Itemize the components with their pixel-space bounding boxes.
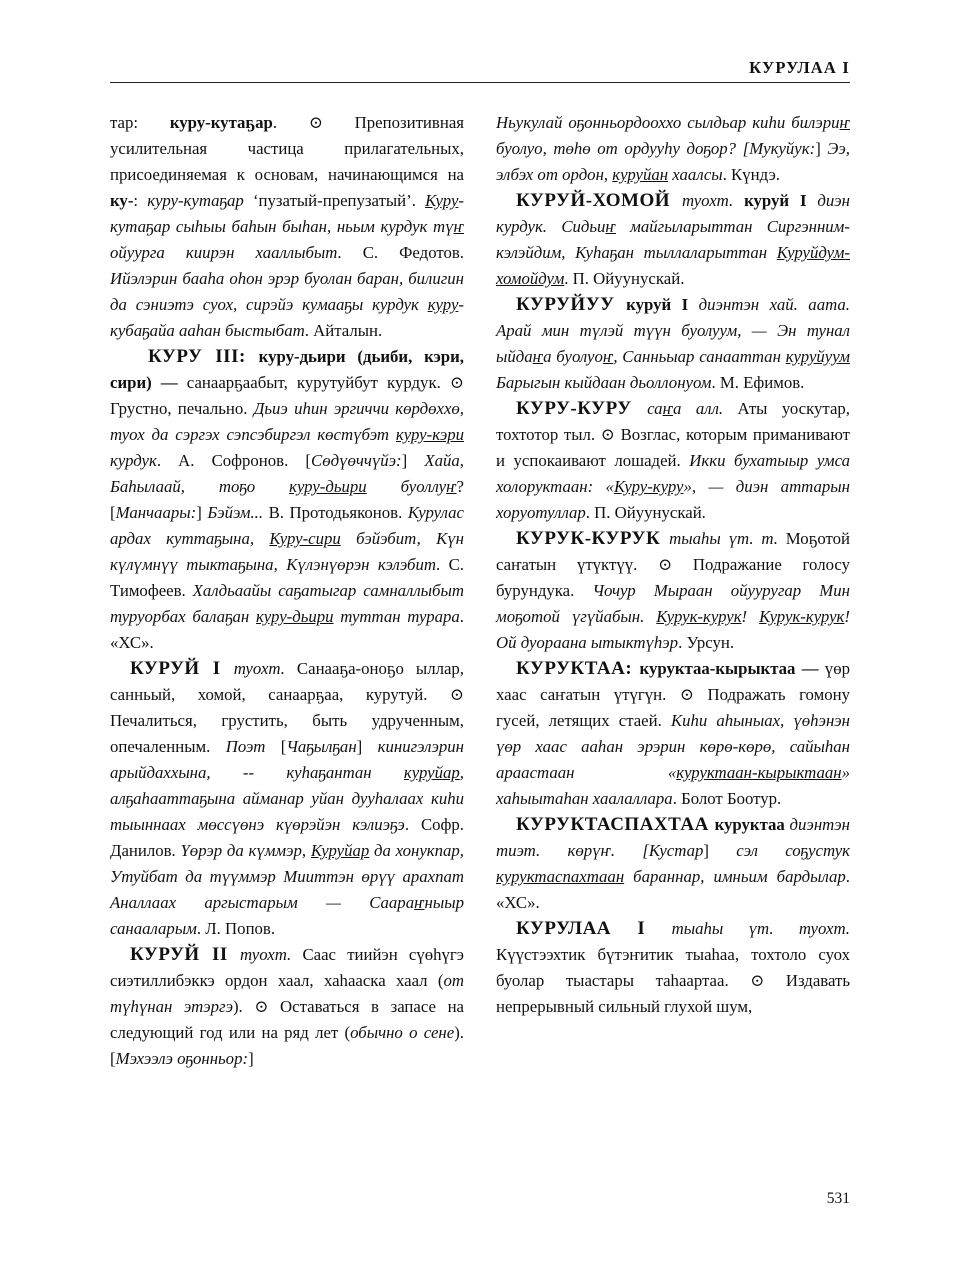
entry-kuruy-1: КУРУЙ I туохт. Санааҕа-оноҕо ыллар, санньый, хомой, санаарҕаа, курутуй. ⊙ Печалиться, грустить, быть удрученным, опечаленным. Поэт [Чаҕылҕан] кинигэлэрин арыйдаххына, -- куһаҕантан куруйар, алҕаһааттаҕына айманар уйан дууһалаах киһи тыыннаах мөссүөнэ күөрэйэн кэлиэҕэ. Софр. Данилов. Үөрэр да күммэр, Куруйар да хонукпар, Утуйбат да түүммэр Мииттэн өрүү арахпат Аналлаах аргыстарым — Саараҥныыр санааларым. Л. Попов.	[110, 658, 465, 938]
entry-continuation-right: Ньукулай оҕонньордооххо сылдьар киһи билэриҥ буолуо, төһө от ордууһу доҕор? [Мукуйук:] Ээ, элбэх от ордон, куруйан хаалсы. Күндэ.	[496, 113, 850, 184]
entry-kurulaa-1: КУРУЛАА I тыаһы үт. туохт. Күүстээхтик бүтэҥитик тыаһаа, тохтоло суох буолар тыастары таһаартаа. ⊙ Издавать непрерывный сильный глухой шум,	[496, 918, 851, 1016]
left-column	[110, 110, 464, 1072]
running-header	[110, 54, 850, 83]
right-column	[496, 110, 850, 1020]
entry-continuation: тар: куру-кутаҕар. ⊙ Препозитивная усилительная частица прилагательных, присоединяемая к основам, начинающимся на ку-: куру-кутаҕар ‘пузатый-препузатый’. Куру-кутаҕар сыһыы баһын быһан, ньым курдук түҥ ойуурга киирэн хааллыбыт. С. Федотов. Ийэлэрин бааһа оһон эрэр буолан баран, билигин да сэниэтэ суох, сирэйэ кумааҕы курдук куру-кубаҕайа ааһан быстыбат. Айталын.	[110, 113, 464, 340]
entry-kuru-3: КУРУ III: куру-дьири (дьиби, кэри, сири) — санаарҕаабыт, курутуйбут курдук. ⊙ Грустно, печально. Дьиэ иһин эргиччи көрдөххө, туох да сэргэх сэпсэбиргэл көстүбэт куру-кэри курдук. А. Софронов. [Сөдүөччүйэ:] Хайа, Баһылаай, тоҕо куру-дьири буоллуҥ? [Манчаары:] Бэйэм... В. Протодьяконов. Курулас ардах куттаҕына, Куру-сири бэйэбит, Күн күлүмнүү тыктаҕына, Күлэнүөрэн кэлэбит. С. Тимофеев. Халдьаайы саҕатыгар самналлыбыт туруорбах балаҕан куру-дьири туттан турара. «ХС».	[110, 346, 464, 652]
entry-kuruy-khomoy: КУРУЙ-ХОМОЙ туохт. куруй I диэн курдук. Сидьиҥ майгыларыттан Сиргэнним-кэлэйдим, Куһаҕан тыллаларыттан Куруйдум-хомойдум. П. Ойуунускай.	[496, 190, 850, 288]
entry-kuruyuu: КУРУЙУУ куруй I диэнтэн хай. аата. Арай мин түлэй түүн буолуум, — Эн тунал ыйдаҥа буолуоҥ, Санньыар санааттан куруйуум Барыгын кыйдаан дьоллонуом. М. Ефимов.	[496, 294, 850, 392]
entry-kuruktaa: КУРУКТАА: куруктаа-кырыктаа — үөр хаас саҥатын үтүгүн. ⊙ Подражать гомону гусей, летящих стаей. Киһи аһыныах, үөһэнэн үөр хаас ааһан эрэрин көрө-көрө, сайыһан араастаан «куруктаан-кырыктаан» хаһыытаһан хаалаллара. Болот Боотур.	[496, 658, 850, 808]
running-title: КУРУЛАА I	[749, 58, 850, 77]
entry-kuruktaspakhtaa: КУРУКТАСПАХТАА куруктаа диэнтэн тиэт. көрүҥ. [Кустар] сэл соҕустук куруктаспахтаан бараннар, имньим бардылар. «ХС».	[496, 814, 850, 912]
entry-kuruy-2: КУРУЙ II туохт. Саас тиийэн сүөһүгэ сиэтиллибэккэ ордон хаал, хаһааска хаал (от түһүнан этэргэ). ⊙ Оставаться в запасе на следующий год или на ряд лет (обычно о сене). [Мэхээлэ оҕонньор:]	[110, 944, 464, 1068]
page-number: 531	[826, 1190, 850, 1207]
entry-kuruk-kuruk: КУРУК-КУРУК тыаһы үт. т. Моҕотой саҥатын үтүктүү. ⊙ Подражание голосу бурундука. Чочур Мыраан ойууругар Мин моҕотой үгүйабын. Курук-курук! Курук-курук! Ой дуораана ытыктүһэр. Урсун.	[496, 528, 851, 652]
entry-kuru-kuru: КУРУ-КУРУ саҥа алл. Аты уоскутар, тохтотор тыл. ⊙ Возглас, которым приманивают и успокаивают лошадей. Икки бухатыыр умса холоруктаан: «Куру-куру», — диэн аттарын хоруотуллар. П. Ойуунускай.	[496, 398, 851, 522]
